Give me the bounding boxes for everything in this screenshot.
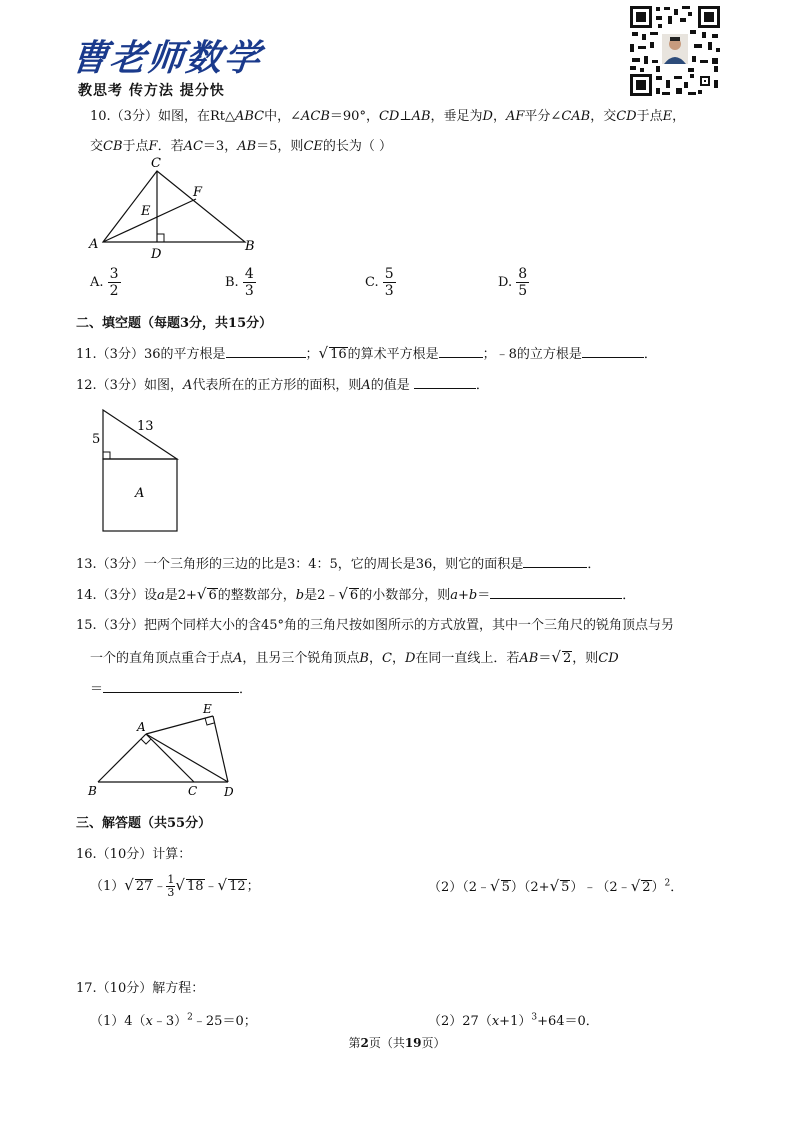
q16-title: 16.（10分）计算： (76, 847, 192, 862)
q15-blank[interactable] (103, 680, 239, 693)
qr-code-icon (628, 4, 722, 98)
q14: 14.（3分）设a是2+√ 6的整数部分，b是2﹣√ 6的小数部分，则a+b＝ ． (76, 585, 636, 603)
q17-equation-1: （1）4（x﹣3）$^2$﹣25＝0； (90, 1012, 257, 1029)
q10-option-b[interactable]: B. $\frac{4}{3}$ (225, 266, 254, 299)
label-f: F (193, 185, 203, 200)
q10-line2: 交CB于点F．若AC＝3，AB＝5，则CE的长为（ ） (90, 139, 393, 154)
label-c: C (188, 784, 198, 798)
section-3-title: 三、解答题（共55分） (76, 816, 212, 831)
section-2-title: 二、填空题（每题3分，共15分） (76, 316, 273, 331)
q12: 12.（3分）如图，A代表所在的正方形的面积，则A的值是 ． (76, 378, 489, 393)
q14-blank[interactable] (490, 586, 622, 599)
q17-equation-2: $(2)27(x+1)^3+64=0$． (428, 1012, 599, 1029)
q11: 11.（3分）36的平方根是 ；√ 16的算术平方根是 ；﹣8的立方根是 ． (76, 344, 657, 362)
q13-blank[interactable] (523, 555, 587, 568)
q13: 13.（3分）一个三角形的三边的比是3：4：5，它的周长是36，则它的面积是 ． (76, 557, 601, 572)
label-a: A (89, 237, 99, 252)
q10-option-a[interactable]: A. $\frac{3}{2}$ (90, 266, 119, 299)
q15-line1: 15.（3分）把两个同样大小的含45°角的三角尺按如图所示的方式放置，其中一个三角尺的锐角顶点与另 (76, 618, 674, 633)
q15-line2: 一个的直角顶点重合于点A，且另三个锐角顶点B，C，D在同一直线上．若AB＝√ 2，则CD (90, 648, 619, 666)
q10-line1: 10.（3分）如图，在Rt△ABC中，∠ACB＝90°，CD⊥AB，垂足为D，AF平分∠CAB，交CD于点E， (90, 109, 686, 124)
q15-line3: ＝ ． (90, 682, 253, 697)
label-a: A (135, 486, 145, 501)
page-footer: 第2页（共19页） (348, 1036, 446, 1050)
q11-blank-3[interactable] (582, 345, 644, 358)
q12-figure (85, 400, 195, 540)
label-e: E (203, 702, 212, 716)
q16-part2: （2）（2﹣√ 5）（2+√ 5）﹣（2﹣√ 2）$^2$． (428, 877, 684, 895)
q11-blank-2[interactable] (439, 345, 483, 358)
triangle-abc (103, 171, 245, 242)
label-b: B (88, 784, 97, 798)
logo: 曹老师数学 (69, 38, 264, 79)
q15-figure (85, 700, 245, 805)
label-d: D (224, 785, 234, 799)
label-a: A (137, 720, 146, 734)
slogan: 教思考 传方法 提分快 (78, 83, 225, 99)
q16-part1: （1）√ 27﹣ $\frac{1}{3}$ √ 18﹣√ 12； (90, 873, 260, 899)
label-5: 5 (92, 432, 101, 447)
q10-option-c[interactable]: C. $\frac{5}{3}$ (365, 266, 394, 299)
q10-figure (85, 155, 265, 265)
label-13: 13 (137, 419, 154, 434)
label-e: E (141, 204, 151, 219)
q12-blank[interactable] (414, 376, 476, 389)
q11-blank-1[interactable] (226, 345, 306, 358)
label-d: D (151, 247, 162, 262)
label-b: B (245, 239, 255, 254)
label-c: C (151, 156, 161, 171)
q10-option-d[interactable]: D. $\frac{8}{5}$ (498, 266, 528, 299)
q17-title: 17.（10分）解方程： (76, 981, 205, 996)
